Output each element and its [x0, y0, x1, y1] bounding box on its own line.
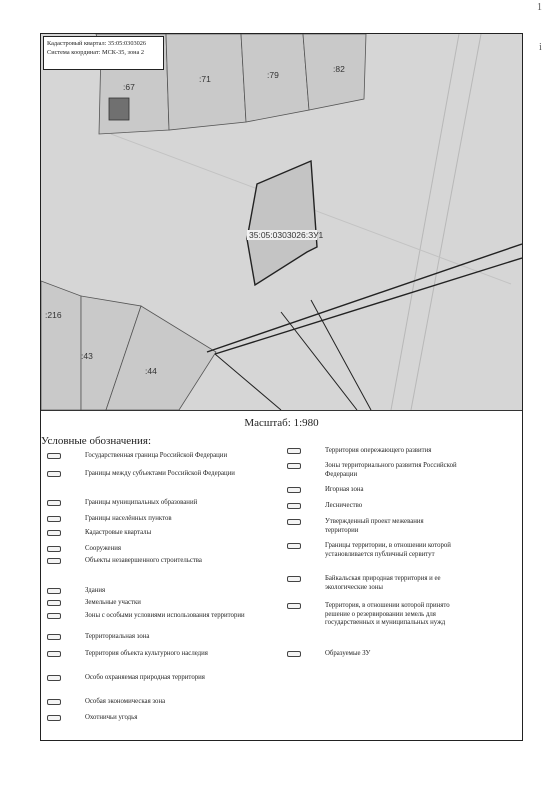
- label-p71: :71: [199, 74, 211, 84]
- label-p44: :44: [145, 366, 157, 376]
- legend-symbol: [287, 503, 301, 509]
- legend-symbol: [287, 576, 301, 582]
- legend-symbol: [287, 463, 301, 469]
- legend-text: Особая экономическая зона: [85, 698, 166, 705]
- legend-symbol: [47, 651, 61, 657]
- legend-symbol: [287, 603, 301, 609]
- legend-text: Границы населённых пунктов: [85, 515, 172, 522]
- plan-frame: [40, 33, 523, 741]
- legend-text: Границы между субъектами Российской Федерации: [85, 470, 235, 477]
- legend-symbol: [47, 715, 61, 721]
- legend-symbol: [47, 600, 61, 606]
- legend-symbol: [287, 448, 301, 454]
- legend-symbol: [47, 675, 61, 681]
- legend-text: Образуемые ЗУ: [325, 650, 371, 657]
- label-p216: :216: [45, 310, 62, 320]
- legend-symbol: [47, 699, 61, 705]
- legend-text: Игорная зона: [325, 486, 364, 493]
- legend-text: Государственная граница Российской Федерации: [85, 452, 228, 459]
- scale-label: Масштаб: 1:980: [244, 417, 319, 429]
- legend-symbol: [287, 543, 301, 549]
- legend-symbol: [47, 588, 61, 594]
- legend-text: Здания: [85, 587, 106, 594]
- info-box: [43, 36, 164, 70]
- legend-text: Охотничьи угодья: [85, 714, 138, 721]
- legend-text: Границы муниципальных образований: [85, 499, 198, 506]
- label-p43: :43: [81, 351, 93, 361]
- info-line-2: Система координат: МСК-35, зона 2: [47, 49, 145, 56]
- legend-text: Территория опережающего развития: [325, 447, 432, 454]
- legend-text: Объекты незавершенного строительства: [85, 557, 202, 564]
- legend-text: Лесничество: [325, 502, 363, 509]
- map-drawing: [41, 34, 522, 410]
- legend-symbol: [47, 634, 61, 640]
- legend-symbol: [47, 558, 61, 564]
- page-mark-side: i: [539, 42, 542, 53]
- legend-text: Зоны с особыми условиями использования территории: [85, 612, 245, 619]
- legend-symbol: [47, 546, 61, 552]
- legend-text: Байкальская природная территория и ее экологические зоны: [325, 575, 441, 591]
- legend-text: Сооружения: [85, 545, 121, 552]
- legend-text: Территория, в отношении которой принято решение о резервировании земель для государственных и муниципальных нужд: [325, 602, 450, 626]
- legend-text: Земельные участки: [85, 599, 141, 606]
- legend-symbol: [47, 516, 61, 522]
- legend-symbol: [287, 651, 301, 657]
- legend-symbol: [47, 500, 61, 506]
- legend-text: Особо охраняемая природная территория: [85, 674, 205, 681]
- legend-symbol: [47, 530, 61, 536]
- cadastral-map[interactable]: [41, 34, 522, 411]
- label-p82: :82: [333, 64, 345, 74]
- label-p79: :79: [267, 70, 279, 80]
- legend-symbol: [47, 613, 61, 619]
- label-main: 35:05:0303026:ЗУ1: [249, 230, 324, 240]
- legend-text: Зоны территориального развития Российской Федерации: [325, 462, 457, 478]
- legend-text: Кадастровые кварталы: [85, 529, 152, 536]
- legend-symbol: [47, 471, 61, 477]
- info-line-1: Кадастровый квартал: 35:05:0303026: [47, 40, 147, 47]
- legend-text: Границы территории, в отношении которой установливается публичный сервитут: [325, 542, 451, 558]
- parcel-216: [41, 281, 81, 410]
- legend-text: Территориальная зона: [85, 633, 150, 640]
- label-p67: :67: [123, 82, 135, 92]
- legend-title: Условные обозначения:: [41, 435, 152, 447]
- legend-symbol: [287, 487, 301, 493]
- legend-symbol: [47, 453, 61, 459]
- legend-text: Утвержденный проект межевания территории: [325, 518, 424, 534]
- legend-symbol: [287, 519, 301, 525]
- building: [109, 98, 129, 120]
- page-mark-top: 1: [537, 2, 542, 13]
- legend-text: Территория объекта культурного наследия: [85, 650, 208, 657]
